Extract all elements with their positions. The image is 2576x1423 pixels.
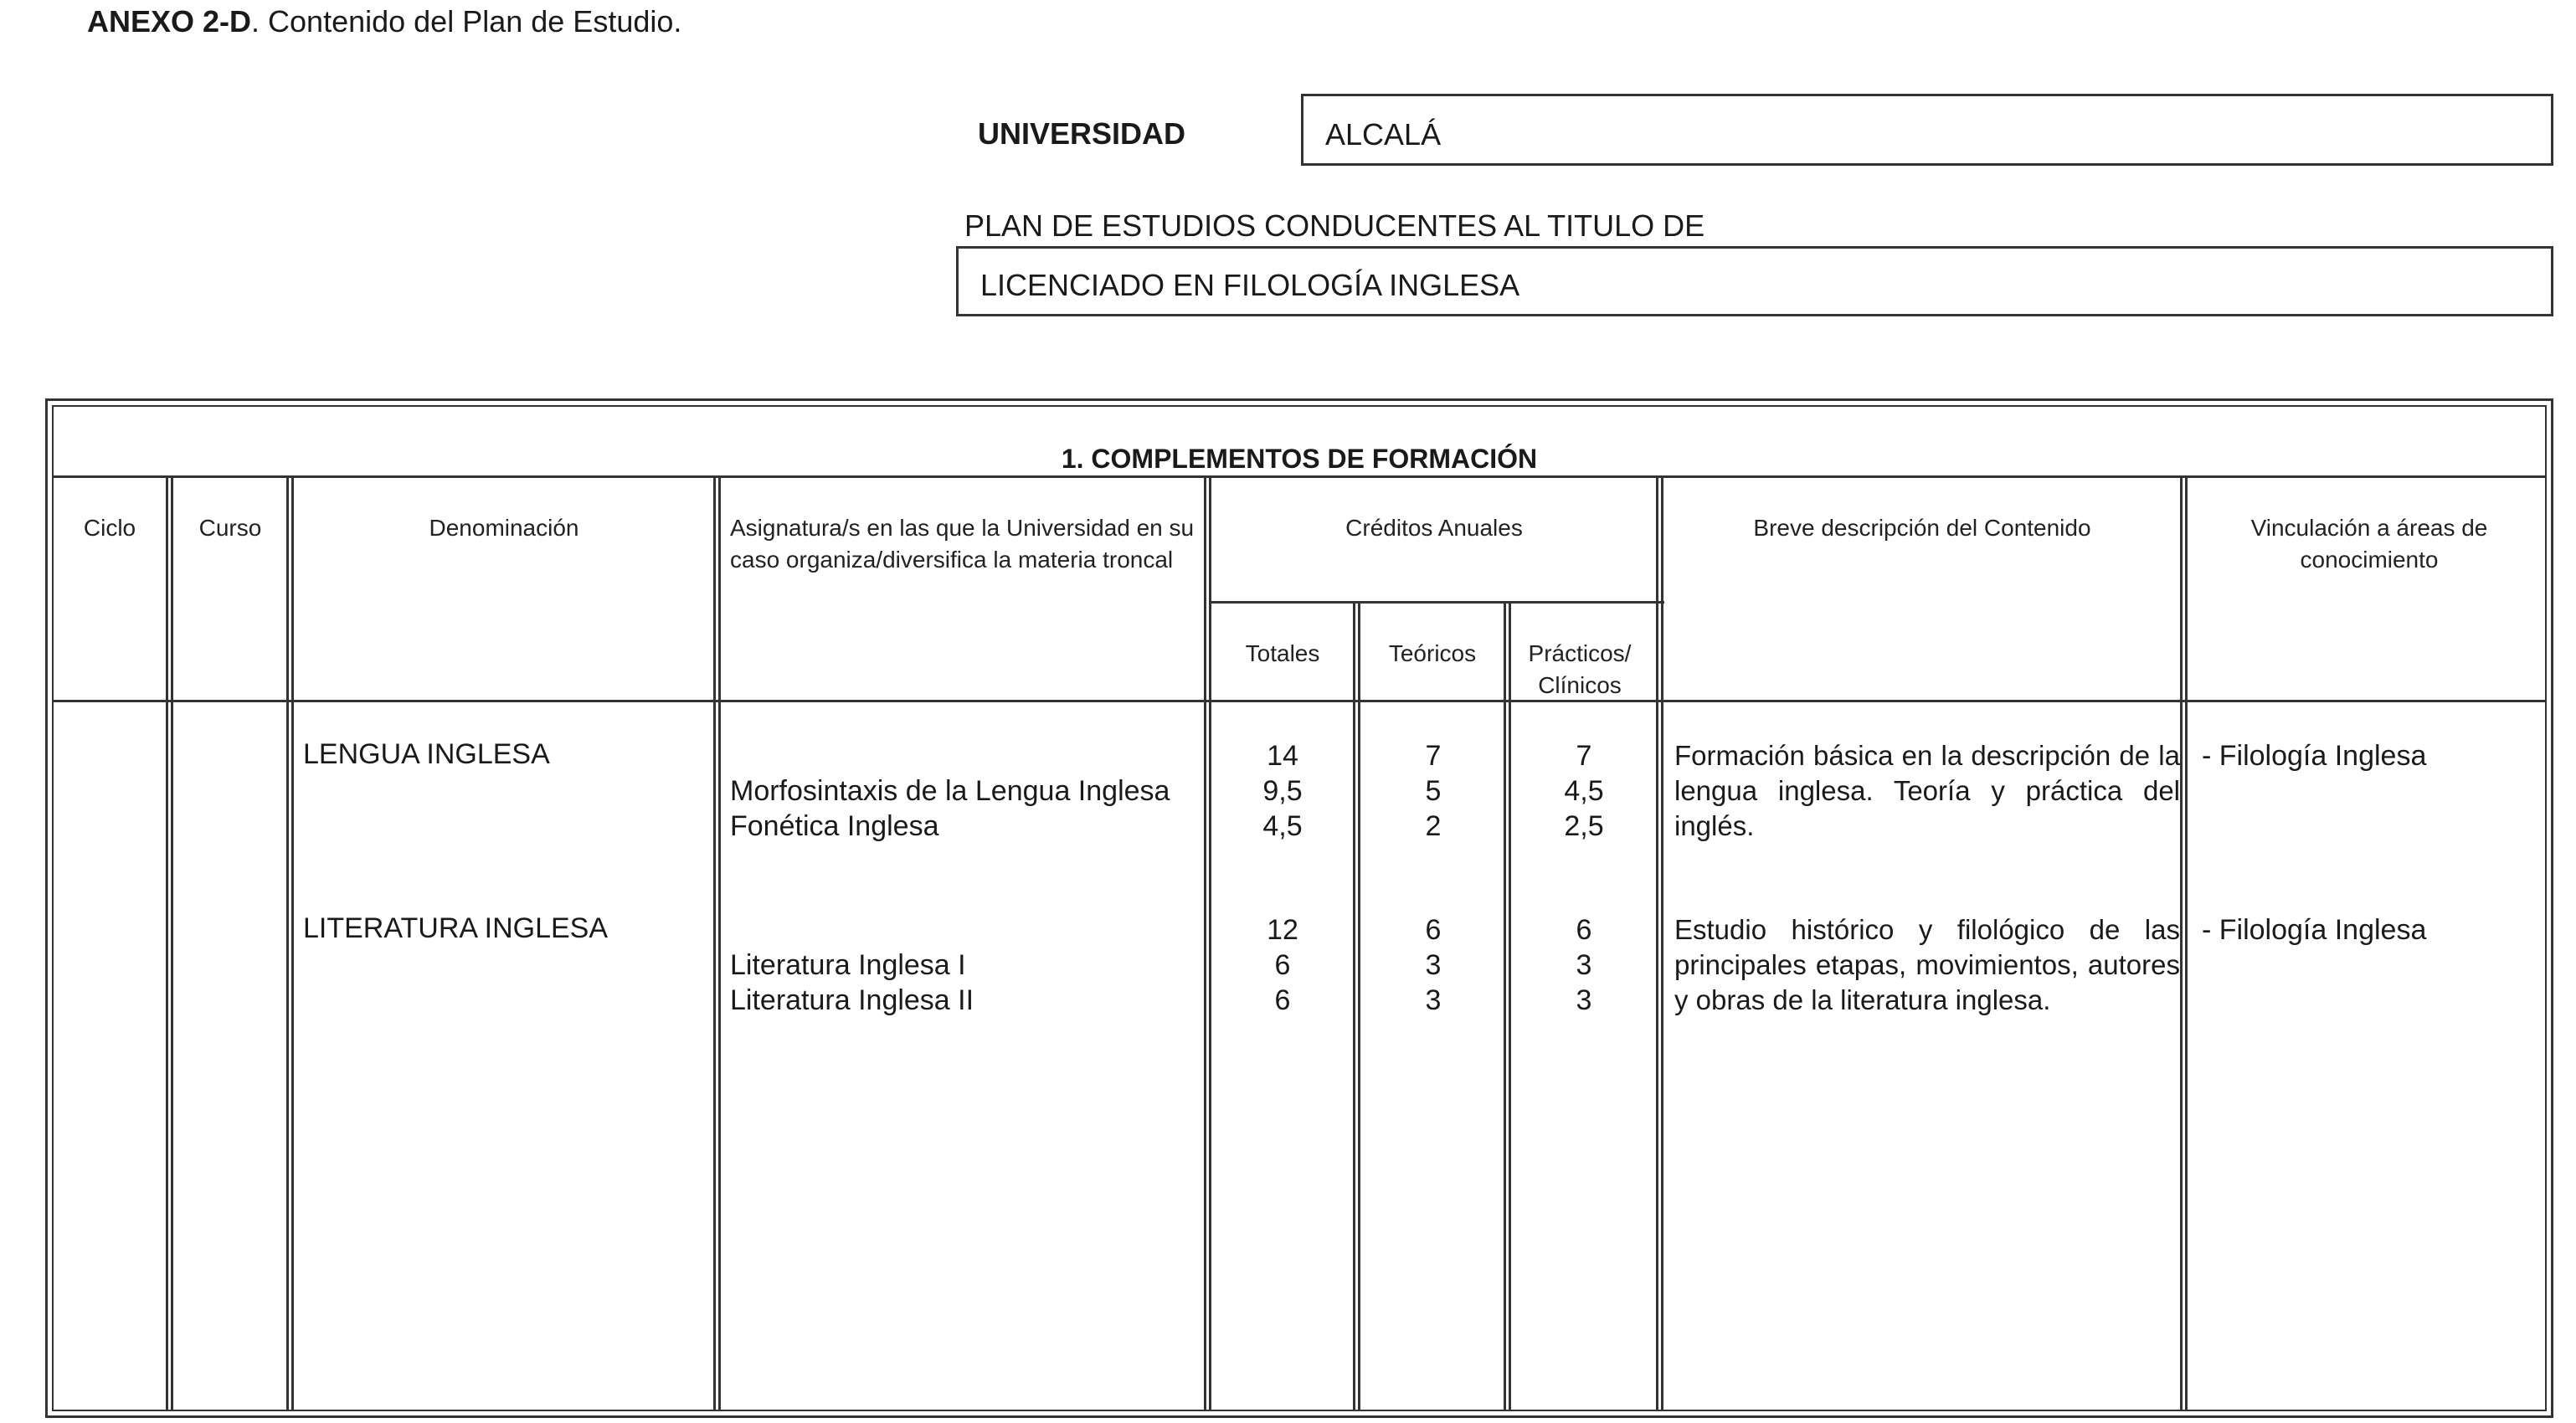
row-2-subject-1-practicos: 3 — [1576, 949, 1592, 981]
row-1-subject-1-practicos: 4,5 — [1564, 775, 1604, 807]
col-rule-asignaturas-b — [1209, 475, 1211, 1411]
col-header-curso: Curso — [198, 515, 262, 541]
row-1-subject-2-teoricos: 2 — [1425, 810, 1442, 842]
row-1-subject-2-practicos: 2,5 — [1564, 810, 1604, 842]
col-rule-descripcion-b — [2185, 475, 2188, 1411]
row-1-totales: 14 — [1267, 740, 1298, 772]
table-frame-inner — [52, 405, 2547, 1411]
row-2-subject-2-totales: 6 — [1274, 984, 1291, 1016]
header-bottom-rule — [52, 700, 2547, 702]
annex-caption: . Contenido del Plan de Estudio. — [251, 4, 682, 39]
col-header-teoricos: Teóricos — [1388, 640, 1477, 666]
col-rule-teoricos-b — [1509, 601, 1511, 1411]
row-2-descripcion: Estudio histórico y filológico de las principales etapas, movimientos, autores y obras de la literatura inglesa. — [1674, 914, 2180, 1015]
col-rule-totales-b — [1358, 601, 1360, 1411]
credits-sub-rule — [1209, 601, 1664, 604]
row-2-totales: 12 — [1267, 914, 1298, 946]
col-header-asignaturas: Asignatura/s en las que la Universidad en su caso organiza/diversifica la materia troncal — [730, 515, 1195, 573]
degree-title-box — [956, 246, 2553, 316]
row-1-subject-1-teoricos: 5 — [1425, 775, 1442, 807]
row-2-subject-1-teoricos: 3 — [1425, 949, 1442, 981]
col-header-descripcion: Breve descripción del Contenido — [1753, 515, 2091, 541]
col-header-denominacion: Denominación — [429, 515, 579, 541]
row-2-practicos: 6 — [1576, 914, 1592, 946]
col-header-vinculacion: Vinculación a áreas de conocimiento — [2250, 515, 2488, 573]
col-rule-curso — [286, 475, 289, 1411]
col-rule-practicos — [1656, 475, 1658, 1411]
col-rule-descripcion — [2180, 475, 2183, 1411]
row-1-practicos: 7 — [1576, 740, 1592, 772]
col-header-totales: Totales — [1245, 640, 1320, 666]
row-2-subject-2: Literatura Inglesa II — [730, 984, 974, 1016]
col-rule-totales — [1353, 601, 1355, 1411]
row-2-subject-2-teoricos: 3 — [1425, 984, 1442, 1016]
row-2-subject-1-totales: 6 — [1274, 949, 1291, 981]
row-1-teoricos: 7 — [1425, 740, 1442, 772]
col-rule-curso-b — [291, 475, 294, 1411]
col-rule-denominacion — [713, 475, 716, 1411]
row-1-subject-2: Fonética Inglesa — [730, 810, 939, 842]
col-rule-ciclo-b — [171, 475, 173, 1411]
university-value-box — [1301, 94, 2553, 166]
col-header-ciclo: Ciclo — [83, 515, 136, 541]
university-value: ALCALÁ — [1325, 117, 1442, 152]
annex-heading — [87, 3, 681, 40]
row-2-vinculacion: - Filología Inglesa — [2202, 914, 2427, 946]
row-2-teoricos: 6 — [1425, 914, 1442, 946]
col-rule-ciclo — [166, 475, 168, 1411]
col-header-creditos: Créditos Anuales — [1345, 515, 1523, 541]
row-1-vinculacion: - Filología Inglesa — [2202, 740, 2427, 772]
row-2-subject-1: Literatura Inglesa I — [730, 949, 966, 981]
university-label: UNIVERSIDAD — [978, 116, 1186, 151]
degree-title: LICENCIADO EN FILOLOGÍA INGLESA — [980, 268, 1520, 302]
header-top-rule — [52, 475, 2547, 478]
col-rule-practicos-b — [1661, 475, 1663, 1411]
col-rule-asignaturas — [1204, 475, 1206, 1411]
col-rule-denominacion-b — [718, 475, 721, 1411]
row-2-denominacion: LITERATURA INGLESA — [303, 912, 609, 944]
annex-number: ANEXO 2-D — [87, 4, 252, 39]
row-1-subject-1: Morfosintaxis de la Lengua Inglesa — [730, 775, 1170, 807]
col-rule-teoricos — [1504, 601, 1506, 1411]
plan-label: PLAN DE ESTUDIOS CONDUCENTES AL TITULO DE — [964, 208, 1705, 243]
row-1-subject-1-totales: 9,5 — [1262, 775, 1303, 807]
section-title: 1. COMPLEMENTOS DE FORMACIÓN — [1061, 444, 1538, 474]
row-1-denominacion: LENGUA INGLESA — [303, 738, 550, 770]
col-header-practicos: Prácticos/ Clínicos — [1528, 640, 1632, 698]
row-1-descripcion: Formación básica en la descripción de la lengua inglesa. Teoría y práctica del inglés. — [1674, 740, 2180, 841]
row-1-subject-2-totales: 4,5 — [1262, 810, 1303, 842]
row-2-subject-2-practicos: 3 — [1576, 984, 1592, 1016]
